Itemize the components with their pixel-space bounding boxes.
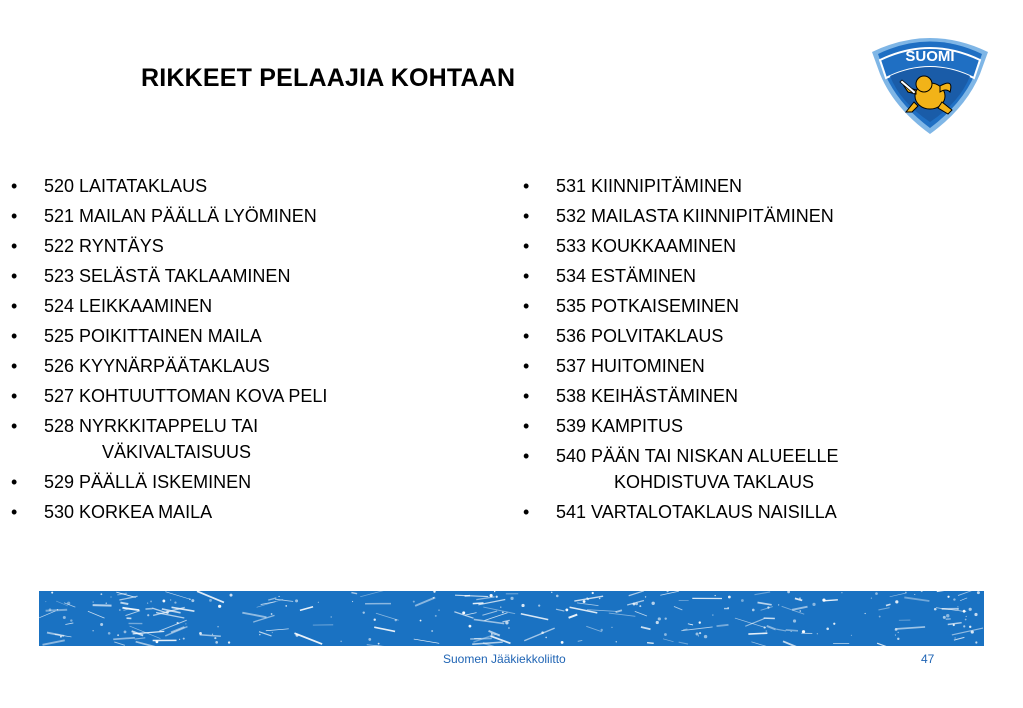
right-offense-list [523, 176, 993, 532]
offense-label: 536 POLVITAKLAUS [556, 326, 724, 346]
list-item [11, 502, 481, 522]
offense-label: 533 KOUKKAAMINEN [556, 236, 737, 256]
bullet-glyph: • [523, 416, 530, 436]
offense-label: 540 PÄÄN TAI NISKAN ALUEELLE [556, 446, 839, 466]
list-item [523, 266, 993, 286]
logo-text: SUOMI [905, 48, 955, 65]
left-offense-list [11, 176, 481, 532]
offense-label: 537 HUITOMINEN [556, 356, 705, 376]
page-number: 47 [921, 652, 935, 666]
bullet-glyph: • [523, 236, 530, 256]
list-item [11, 176, 481, 196]
offense-label: 539 KAMPITUS [556, 416, 684, 436]
list-item [11, 386, 481, 406]
list-item [523, 386, 993, 406]
offense-label: 538 KEIHÄSTÄMINEN [556, 386, 739, 406]
offense-label: 532 MAILASTA KIINNIPITÄMINEN [556, 206, 834, 226]
ice-texture-graphic [39, 591, 984, 646]
offense-label: 529 PÄÄLLÄ ISKEMINEN [44, 472, 252, 492]
list-item [523, 356, 993, 376]
offense-label: 522 RYNTÄYS [44, 236, 164, 256]
bullet-glyph: • [11, 206, 18, 226]
offense-label: 535 POTKAISEMINEN [556, 296, 740, 316]
offense-label: 525 POIKITTAINEN MAILA [44, 326, 262, 346]
list-item [11, 472, 481, 492]
list-item [11, 236, 481, 256]
bullet-glyph: • [523, 356, 530, 376]
list-item [11, 266, 481, 286]
bullet-glyph: • [523, 176, 530, 196]
bullet-glyph: • [11, 416, 18, 436]
bullet-glyph: • [11, 266, 18, 286]
list-item [11, 326, 481, 346]
bullet-glyph: • [523, 296, 530, 316]
list-item [523, 502, 993, 522]
list-item [11, 206, 481, 226]
bullet-glyph: • [11, 326, 18, 346]
bullet-glyph: • [523, 502, 530, 522]
offense-label: 530 KORKEA MAILA [44, 502, 213, 522]
list-item [523, 206, 993, 226]
bullet-glyph: • [11, 176, 18, 196]
bullet-glyph: • [11, 236, 18, 256]
bullet-glyph: • [11, 296, 18, 316]
bullet-glyph: • [523, 386, 530, 406]
list-item [523, 176, 993, 196]
bullet-glyph: • [523, 266, 530, 286]
list-item [523, 326, 993, 346]
list-item [523, 236, 993, 256]
offense-label: 520 LAITATAKLAUS [44, 176, 208, 196]
list-item [11, 416, 481, 462]
bullet-glyph: • [11, 502, 18, 522]
list-item [523, 416, 993, 436]
offense-label: 528 NYRKKITAPPELU TAI [44, 416, 259, 436]
offense-label: 523 SELÄSTÄ TAKLAAMINEN [44, 266, 291, 286]
slide-title: RIKKEET PELAAJIA KOHTAAN [141, 64, 516, 92]
list-item [11, 356, 481, 376]
list-item [523, 296, 993, 316]
offense-label: 527 KOHTUUTTOMAN KOVA PELI [44, 386, 328, 406]
offense-label-continuation: KOHDISTUVA TAKLAUS [614, 472, 815, 492]
suomi-lion-logo-icon [866, 30, 994, 138]
list-item [11, 296, 481, 316]
bullet-glyph: • [523, 446, 530, 466]
footer-organization: Suomen Jääkiekkoliitto [443, 652, 566, 666]
bullet-glyph: • [11, 472, 18, 492]
offense-label: 526 KYYNÄRPÄÄTAKLAUS [44, 356, 270, 376]
ice-texture-band [39, 591, 984, 646]
offense-label: 531 KIINNIPITÄMINEN [556, 176, 743, 196]
bullet-glyph: • [11, 386, 18, 406]
offense-label: 521 MAILAN PÄÄLLÄ LYÖMINEN [44, 206, 317, 226]
offense-label-continuation: VÄKIVALTAISUUS [102, 442, 252, 462]
bullet-glyph: • [11, 356, 18, 376]
list-item [523, 446, 993, 492]
bullet-glyph: • [523, 326, 530, 346]
bullet-glyph: • [523, 206, 530, 226]
offense-label: 541 VARTALOTAKLAUS NAISILLA [556, 502, 837, 522]
offense-label: 524 LEIKKAAMINEN [44, 296, 213, 316]
offense-label: 534 ESTÄMINEN [556, 266, 697, 286]
